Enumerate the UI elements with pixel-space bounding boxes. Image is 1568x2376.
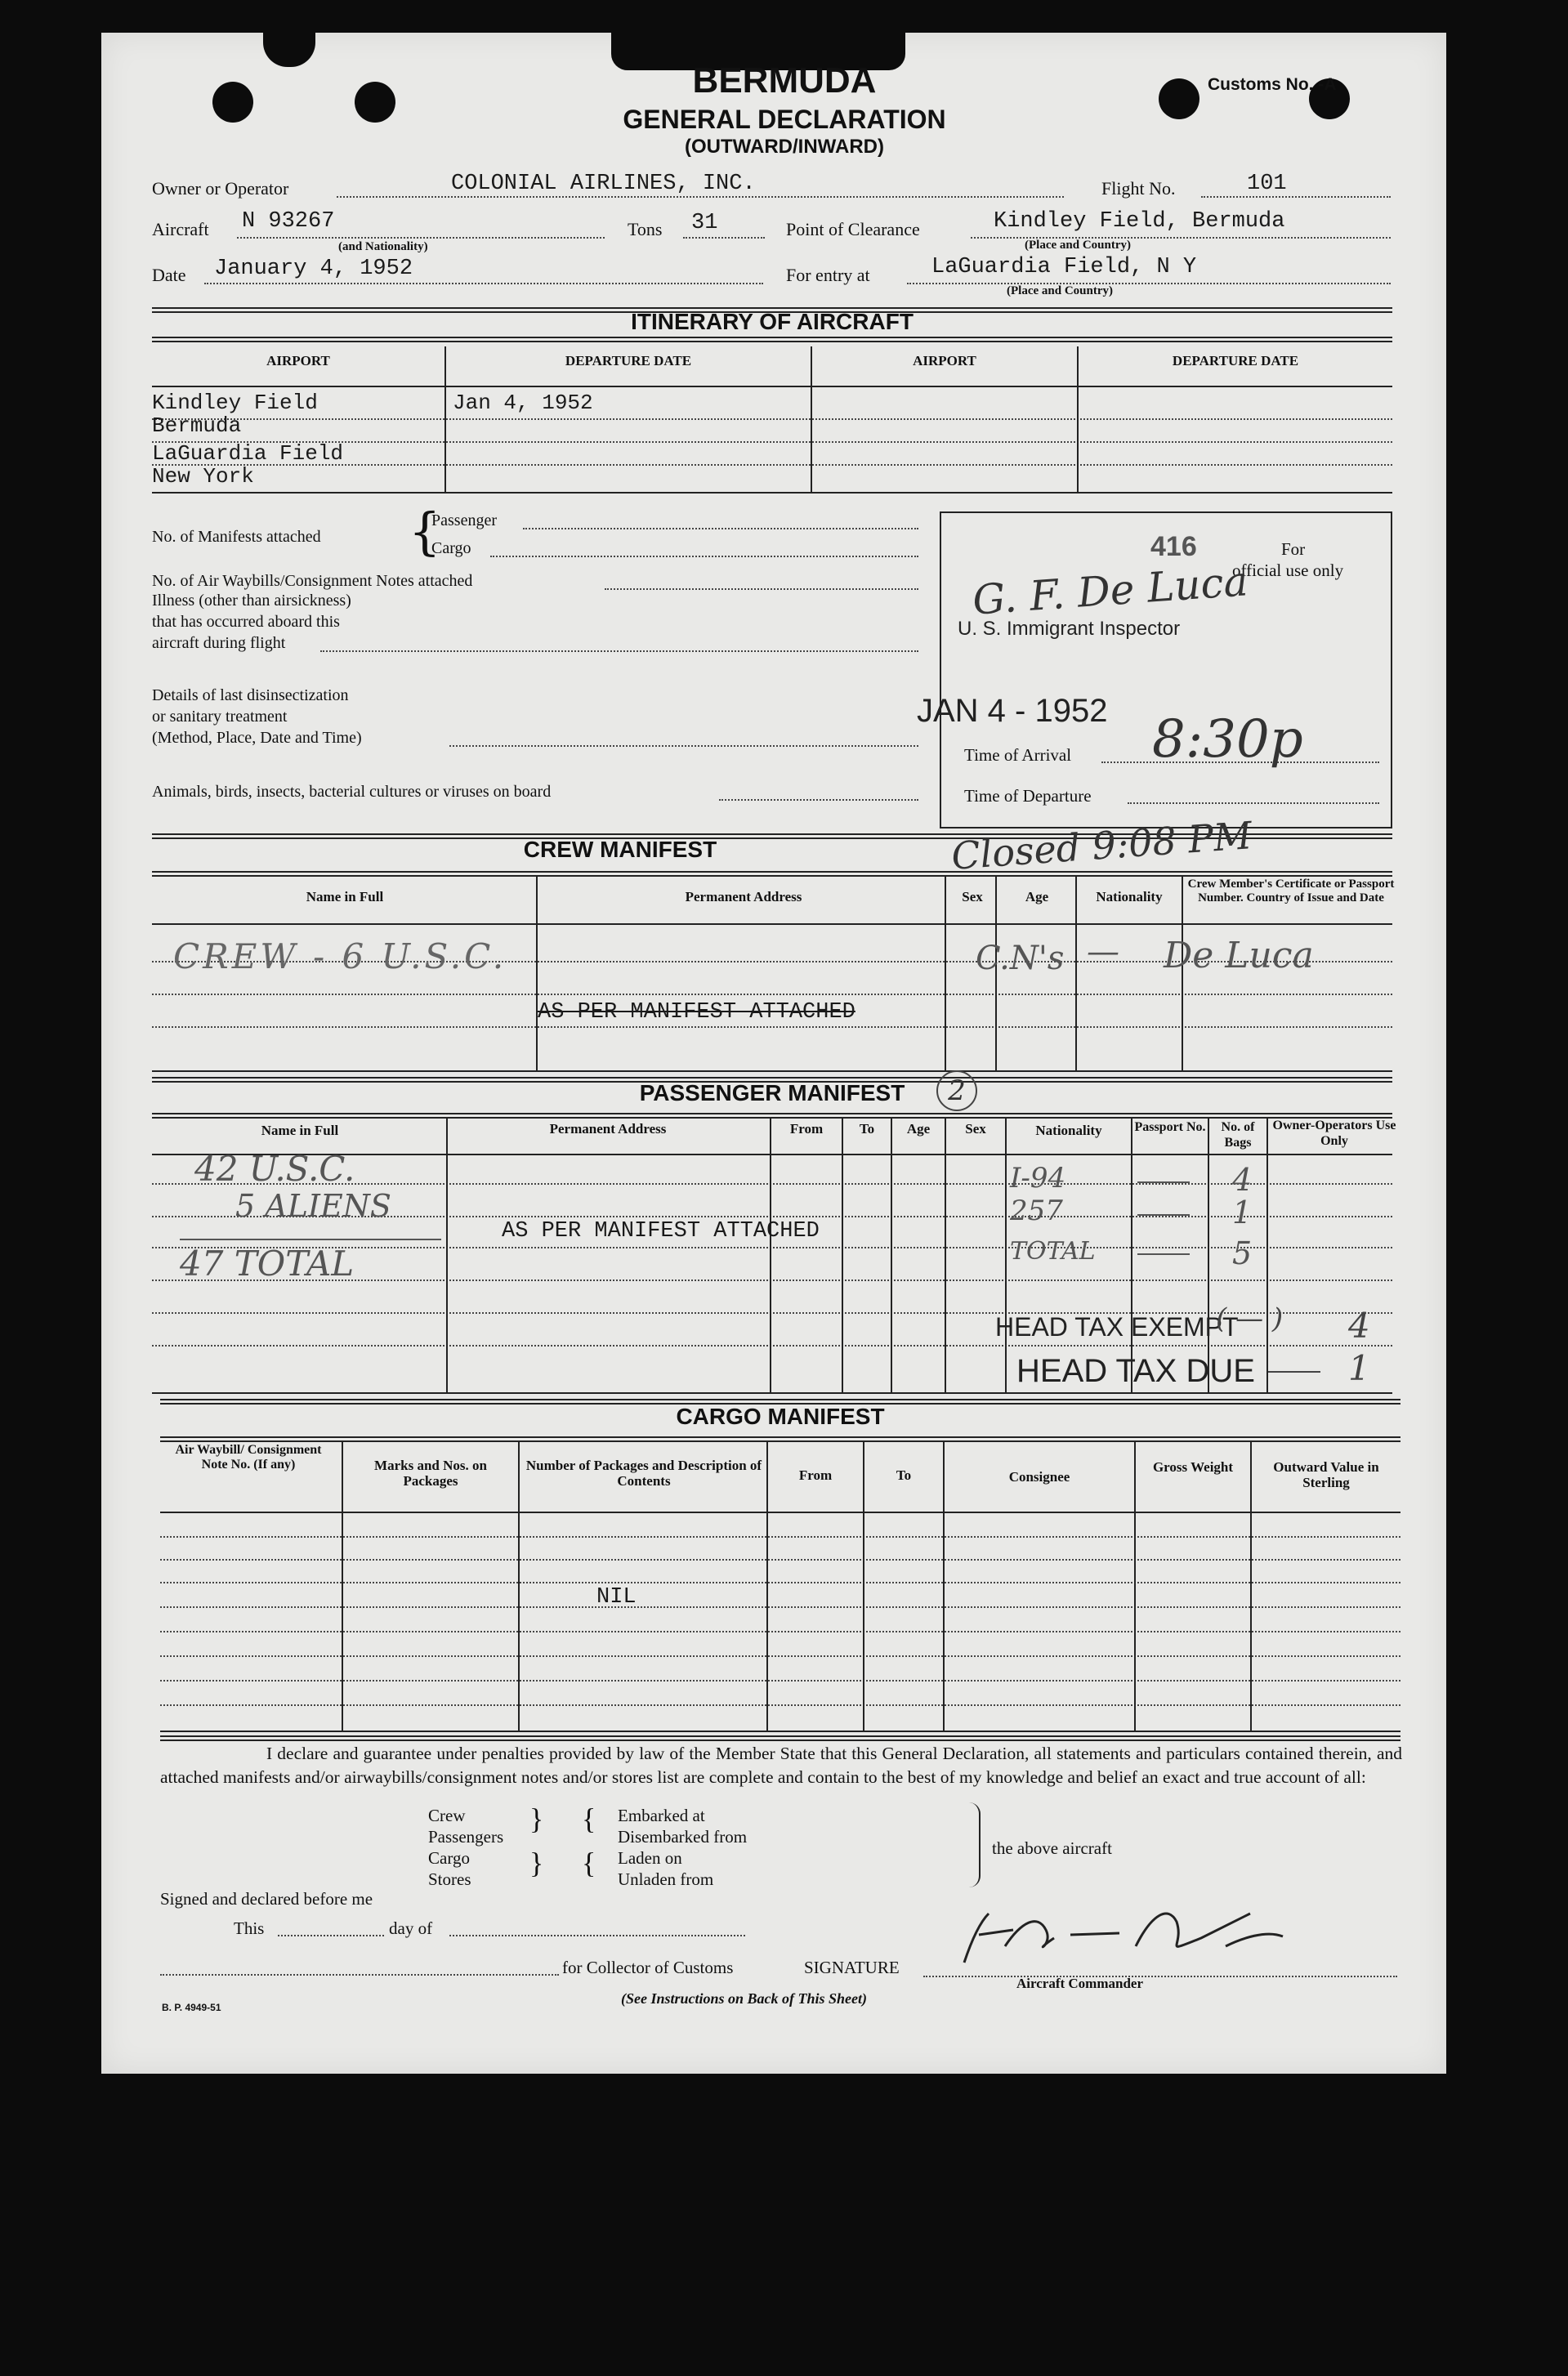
passenger-heading: PASSENGER MANIFEST (639, 1080, 905, 1105)
inspector-title: U. S. Immigrant Inspector (958, 618, 1181, 640)
cargo-col-consignee: Consignee (1008, 1469, 1070, 1485)
clearance-label: Point of Clearance (786, 219, 920, 239)
form-code: B. P. 4949-51 (162, 2002, 221, 2013)
brace-icon: { (409, 502, 441, 561)
rule (152, 923, 1392, 925)
declared-item: Cargo (428, 1848, 470, 1868)
row-line (160, 1704, 1400, 1706)
cargo-col-waybill: Air Waybill/ Consignment Note No. (If any) (175, 1443, 322, 1472)
column-divider (1266, 1118, 1268, 1392)
declaration-text: I declare and guarantee under penalties provided by law of the Member State that this General Declaration, all statements and particulars contained therein, and attached manifests and/or airwaybills/consignment notes and/or stores list are complete and contain to the best of my knowledge and belief an exact and true account of all: (160, 1744, 1402, 1787)
head-tax-exempt-value: 4 (1348, 1306, 1370, 1346)
pax-dash (1137, 1253, 1190, 1255)
column-divider (1208, 1118, 1209, 1392)
crew-col-sex: Sex (962, 889, 983, 904)
pax-col-name: Name in Full (261, 1123, 339, 1138)
flight-number-line (1201, 196, 1391, 198)
column-divider (945, 1118, 946, 1392)
official-for-label: For (1281, 539, 1306, 559)
commander-signature-icon (956, 1897, 1299, 1971)
cargo-col-marks: Marks and Nos. on Packages (374, 1458, 487, 1489)
stamp-number: 416 (1150, 531, 1197, 562)
pax-col-age: Age (906, 1121, 931, 1137)
pax-bags-value: 4 (1232, 1162, 1253, 1198)
rule (160, 1436, 1400, 1442)
rule (152, 871, 1392, 877)
row-line (160, 1655, 1400, 1657)
tons-label: Tons (628, 219, 663, 239)
manifests-label: No. of Manifests attached (152, 528, 321, 546)
owner-line (337, 196, 1064, 198)
itinerary-col-departure: DEPARTURE DATE (565, 353, 692, 368)
arrival-label: Time of Arrival (964, 745, 1072, 765)
pax-bags-value: 1 (1232, 1195, 1253, 1230)
itinerary-col-airport-2: AIRPORT (913, 353, 976, 368)
pax-nationality-line: I-94 (1010, 1162, 1066, 1195)
pax-name-line: 5 ALIENS (235, 1188, 391, 1224)
head-tax-due-dash (1268, 1371, 1320, 1373)
crew-col-name: Name in Full (306, 889, 384, 904)
rule (160, 1735, 1400, 1741)
column-divider (1134, 1441, 1136, 1731)
closed-note: Closed 9:08 PM (949, 813, 1253, 878)
rule (152, 1113, 1392, 1119)
row-line (160, 1680, 1400, 1682)
column-divider (891, 1118, 892, 1392)
illness-label: that has occurred aboard this (152, 613, 340, 631)
signature-line (923, 1976, 1397, 1977)
itinerary-airport-line: Kindley Field (152, 391, 318, 415)
form-title: BERMUDA (692, 60, 877, 100)
pax-col-owner: Owner-Operators Use Only (1272, 1119, 1396, 1148)
entry-line (907, 283, 1391, 284)
pax-total-rule (180, 1239, 441, 1240)
itinerary-airport-line: New York (152, 464, 254, 489)
inspector-signature: G. F. De Luca (971, 557, 1250, 624)
pax-col-from: From (789, 1121, 824, 1137)
day-line (278, 1935, 384, 1936)
pax-col-address: Permanent Address (549, 1121, 667, 1137)
animals-label: Animals, birds, insects, bacterial cultures or viruses on board (152, 783, 552, 801)
entry-value: LaGuardia Field, N Y (931, 255, 1197, 279)
rule (152, 492, 1392, 494)
crew-dash: — (1087, 933, 1119, 971)
row-line (160, 1559, 1400, 1561)
declared-action: Laden on (618, 1848, 682, 1868)
head-tax-brackets: ( — ) (1216, 1302, 1284, 1335)
punch-hole (1159, 78, 1199, 119)
illness-line (320, 650, 918, 652)
date-line (204, 283, 763, 284)
rule (160, 1731, 1400, 1732)
tons-value: 31 (691, 211, 718, 235)
column-divider (842, 1118, 843, 1392)
rule (160, 1512, 1400, 1513)
declared-action: Disembarked from (618, 1827, 748, 1847)
pax-col-nationality: Nationality (1035, 1123, 1102, 1138)
declared-item: Crew (428, 1806, 466, 1825)
pax-col-to: To (859, 1121, 875, 1137)
column-divider (1005, 1118, 1007, 1392)
illness-label: Illness (other than airsickness) (152, 592, 351, 610)
disinsect-label: Details of last disinsectization (152, 686, 349, 704)
disinsect-label: or sanitary treatment (152, 708, 288, 726)
column-divider (518, 1441, 520, 1731)
pax-nationality-line: TOTAL (1010, 1237, 1096, 1266)
brace-icon: } (529, 1802, 544, 1835)
row-line (160, 1606, 1400, 1608)
row-line (152, 1345, 1392, 1347)
column-divider (943, 1441, 945, 1731)
arrival-time: 8:30p (1152, 709, 1303, 770)
form-reference: Customs No. -A (1208, 75, 1337, 94)
declared-action: Embarked at (618, 1806, 705, 1825)
pax-dash (1137, 1181, 1190, 1183)
pax-attached-note: AS PER MANIFEST ATTACHED (502, 1219, 820, 1244)
passenger-label: Passenger (431, 511, 497, 529)
cargo-col-weight: Gross Weight (1152, 1459, 1234, 1475)
crew-col-nationality: Nationality (1096, 889, 1163, 904)
flight-number-label: Flight No. (1101, 178, 1176, 199)
crew-status: C.N's (976, 940, 1065, 977)
head-tax-due-value: 1 (1348, 1348, 1370, 1388)
head-tax-due-stamp: HEAD TAX DUE (1016, 1353, 1255, 1389)
form-subtitle: GENERAL DECLARATION (623, 105, 946, 134)
column-divider (1075, 876, 1077, 1070)
clearance-value: Kindley Field, Bermuda (994, 209, 1285, 234)
row-line (160, 1536, 1400, 1538)
passenger-circled-number: 2 (936, 1070, 977, 1111)
pax-col-sex: Sex (965, 1121, 986, 1137)
column-divider (770, 1118, 771, 1392)
official-use-label: official use only (1232, 561, 1344, 580)
animals-line (719, 799, 918, 801)
punch-hole (212, 82, 253, 123)
commander-label: Aircraft Commander (1016, 1976, 1144, 1991)
pax-col-bags: No. of Bags (1221, 1120, 1255, 1150)
departure-time-label: Time of Departure (964, 786, 1092, 806)
declared-item: Stores (428, 1869, 471, 1889)
cargo-line (490, 556, 918, 557)
brace-icon (967, 1802, 981, 1887)
stamp-date: JAN 4 - 1952 (917, 693, 1108, 729)
crew-handwritten: CREW - 6 U.S.C. (173, 936, 507, 976)
column-divider (811, 346, 812, 492)
column-divider (1131, 1118, 1132, 1392)
cargo-col-value: Outward Value in Sterling (1273, 1459, 1379, 1490)
row-line (160, 1582, 1400, 1583)
rule (152, 337, 1392, 342)
pax-name-line: 47 TOTAL (180, 1244, 355, 1284)
crew-attached-note: AS PER MANIFEST ATTACHED (538, 1000, 855, 1025)
declared-item: Passengers (428, 1827, 504, 1847)
itinerary-col-airport: AIRPORT (266, 353, 330, 368)
crew-col-address: Permanent Address (685, 889, 802, 904)
declared-action: Unladen from (618, 1869, 714, 1889)
aircraft-value: N 93267 (242, 209, 335, 234)
signed-label: Signed and declared before me (160, 1889, 373, 1909)
column-divider (536, 876, 538, 1070)
disinsect-label: (Method, Place, Date and Time) (152, 729, 362, 747)
brace-icon: } (529, 1847, 544, 1879)
itinerary-col-departure-2: DEPARTURE DATE (1172, 353, 1299, 368)
column-divider (766, 1441, 768, 1731)
this-label: This (234, 1918, 265, 1938)
disinsect-line (449, 745, 918, 747)
pax-col-passport: Passport No. (1134, 1120, 1206, 1134)
above-aircraft-label: the above aircraft (992, 1838, 1112, 1858)
pax-name-line: 42 U.S.C. (194, 1149, 355, 1189)
pax-dash (1137, 1214, 1190, 1216)
rule (152, 1392, 1392, 1394)
instructions-note: (See Instructions on Back of This Sheet) (621, 1990, 868, 2007)
row-line (152, 994, 1392, 995)
pax-bags-value: 5 (1232, 1235, 1253, 1271)
column-divider (446, 1118, 448, 1392)
row-line (152, 1026, 1392, 1028)
collector-line (160, 1974, 559, 1976)
column-divider (444, 346, 446, 492)
itinerary-departure-date: Jan 4, 1952 (453, 391, 593, 415)
departure-time-line (1128, 802, 1379, 804)
flight-number-value: 101 (1247, 172, 1287, 196)
aircraft-label: Aircraft (152, 219, 209, 239)
day-of-label: day of (389, 1918, 433, 1938)
cargo-col-contents: Number of Packages and Description of Contents (525, 1458, 762, 1489)
cargo-label: Cargo (431, 539, 471, 557)
itinerary-airport-line: LaGuardia Field (152, 441, 344, 466)
illness-label: aircraft during flight (152, 634, 286, 652)
collector-label: for Collector of Customs (562, 1958, 734, 1977)
rule (152, 1070, 1392, 1072)
crew-col-certificate: Crew Member's Certificate or Passport Number. Country of Issue and Date (1187, 878, 1395, 904)
signature-label: SIGNATURE (804, 1958, 900, 1977)
entry-sublabel: (Place and Country) (1007, 284, 1113, 297)
commander-signature (956, 1897, 1299, 1971)
tons-line (683, 237, 765, 239)
punch-hole (355, 82, 395, 123)
form-direction: (OUTWARD/INWARD) (685, 136, 884, 158)
column-divider (1077, 346, 1079, 492)
brace-icon: { (582, 1802, 596, 1835)
column-divider (863, 1441, 864, 1731)
date-label: Date (152, 265, 186, 285)
itinerary-airport-line: Bermuda (152, 413, 242, 438)
row-line (160, 1631, 1400, 1632)
date-value: January 4, 1952 (214, 257, 413, 281)
column-divider (342, 1441, 343, 1731)
crew-heading: CREW MANIFEST (523, 837, 717, 862)
owner-value: COLONIAL AIRLINES, INC. (451, 172, 756, 196)
crew-signature: De Luca (1164, 935, 1314, 976)
waybills-label: No. of Air Waybills/Consignment Notes attached (152, 572, 473, 590)
month-line (449, 1935, 745, 1936)
itinerary-heading: ITINERARY OF AIRCRAFT (631, 309, 914, 334)
aircraft-line (237, 237, 605, 239)
head-tax-exempt-stamp: HEAD TAX EXEMPT (995, 1312, 1239, 1342)
column-divider (1250, 1441, 1252, 1731)
brace-icon: { (582, 1847, 596, 1879)
pax-nationality-line: 257 (1010, 1195, 1063, 1227)
rule (152, 386, 1392, 387)
crew-col-age: Age (1025, 889, 1049, 904)
clearance-sublabel: (Place and Country) (1025, 239, 1131, 252)
row-line (152, 418, 1392, 420)
cargo-col-from: From (798, 1467, 833, 1483)
cargo-contents-value: NIL (596, 1585, 637, 1610)
cargo-col-to: To (896, 1467, 912, 1483)
aircraft-sublabel: (and Nationality) (338, 240, 428, 253)
cargo-heading: CARGO MANIFEST (676, 1404, 885, 1429)
column-divider (945, 876, 946, 1070)
waybills-line (605, 588, 918, 590)
entry-label: For entry at (786, 265, 870, 285)
passenger-line (523, 528, 918, 529)
owner-label: Owner or Operator (152, 178, 289, 199)
